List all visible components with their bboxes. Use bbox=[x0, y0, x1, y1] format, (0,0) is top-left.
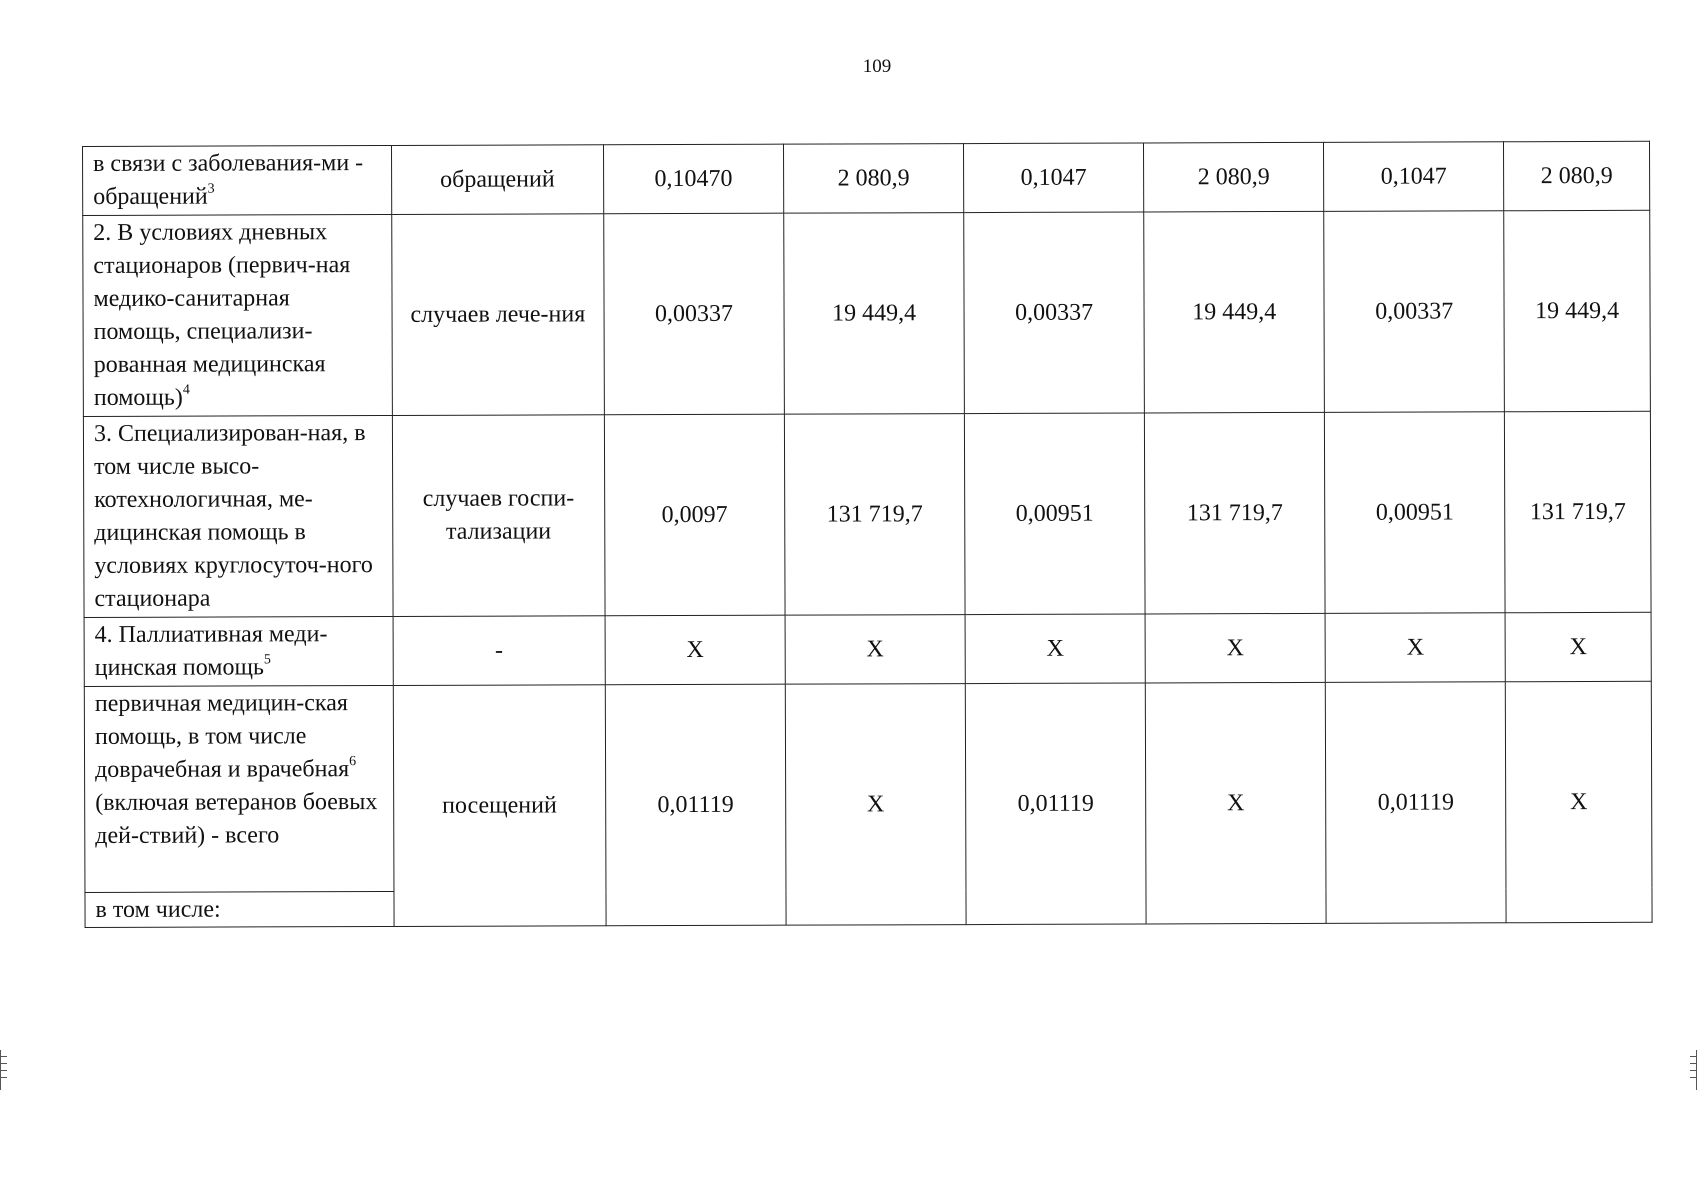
table-row bbox=[84, 681, 1652, 892]
value-cell: 2 080,9 bbox=[783, 144, 963, 214]
value-cell: 19 449,4 bbox=[784, 213, 965, 415]
value-cell: X bbox=[965, 614, 1145, 684]
value-cell: X bbox=[785, 684, 966, 926]
row-description: 4. Паллиативная меди-цинская помощь$^5$ bbox=[84, 616, 393, 686]
value-cell: 0,00337 bbox=[964, 212, 1145, 414]
value-cell: 0,01119 bbox=[965, 683, 1146, 925]
data-table bbox=[82, 141, 1653, 928]
value-cell: X bbox=[1145, 682, 1326, 924]
value-cell: X bbox=[1325, 613, 1505, 683]
row-description: в связи с заболевания-ми - обращений$^3$ bbox=[83, 145, 392, 215]
value-cell: 0,00337 bbox=[604, 213, 785, 415]
unit-cell: обращений bbox=[391, 145, 603, 215]
value-cell: 0,1047 bbox=[1324, 142, 1504, 212]
value-cell: 19 449,4 bbox=[1144, 211, 1325, 413]
row-description: в том числе: bbox=[85, 891, 394, 927]
value-cell: 2 080,9 bbox=[1504, 141, 1650, 210]
value-cell: 131 719,7 bbox=[1144, 412, 1325, 614]
value-cell: X bbox=[1505, 612, 1651, 681]
row-description: 2. В условиях дневных стационаров (первич-ная медико-санитарная помощь, специализи-рованная медицинская помощь)$^4$ bbox=[83, 214, 392, 416]
unit-cell: - bbox=[393, 616, 605, 686]
unit-cell: случаев госпи-тализации bbox=[392, 415, 605, 617]
value-cell: 0,00951 bbox=[964, 413, 1145, 615]
unit-cell: случаев лече-ния bbox=[391, 214, 604, 416]
scan-edge-marks bbox=[0, 1050, 7, 1090]
scan-edge-marks bbox=[1690, 1050, 1697, 1090]
value-cell: 0,10470 bbox=[603, 144, 783, 214]
footnote-ref: 5 bbox=[263, 652, 271, 668]
value-cell: 0,00951 bbox=[1325, 412, 1506, 614]
footnote-ref: 6 bbox=[349, 754, 357, 770]
value-cell: 131 719,7 bbox=[784, 414, 965, 616]
value-cell: 0,0097 bbox=[604, 414, 785, 616]
value-cell: 0,00337 bbox=[1324, 211, 1505, 413]
table-row bbox=[83, 141, 1650, 215]
value-cell: X bbox=[785, 615, 965, 685]
unit-cell: посещений bbox=[393, 685, 606, 927]
page-number: 109 bbox=[862, 56, 892, 77]
value-cell: 0,01119 bbox=[605, 684, 786, 926]
value-cell: 19 449,4 bbox=[1504, 210, 1650, 411]
value-cell: X bbox=[1145, 613, 1325, 683]
table-row bbox=[83, 210, 1651, 416]
footnote-ref: 4 bbox=[182, 382, 190, 398]
value-cell: 131 719,7 bbox=[1505, 411, 1651, 612]
value-cell: X bbox=[605, 615, 785, 685]
value-cell: X bbox=[1505, 681, 1652, 922]
row-description: первичная медицин-ская помощь, в том числе доврачебная и врачебная$^6$ (включая ветеранов боевых дей-ствий) - всего bbox=[84, 685, 393, 892]
footnote-ref: 3 bbox=[207, 181, 215, 197]
row-description: 3. Специализирован-ная, в том числе высо-котехнологичная, ме-дицинская помощь в условиях круглосуточ-ного стационара bbox=[83, 415, 392, 617]
table-row bbox=[84, 612, 1651, 686]
value-cell: 0,01119 bbox=[1325, 682, 1506, 924]
value-cell: 2 080,9 bbox=[1144, 142, 1324, 212]
table-row bbox=[83, 411, 1651, 617]
value-cell: 0,1047 bbox=[964, 143, 1144, 213]
